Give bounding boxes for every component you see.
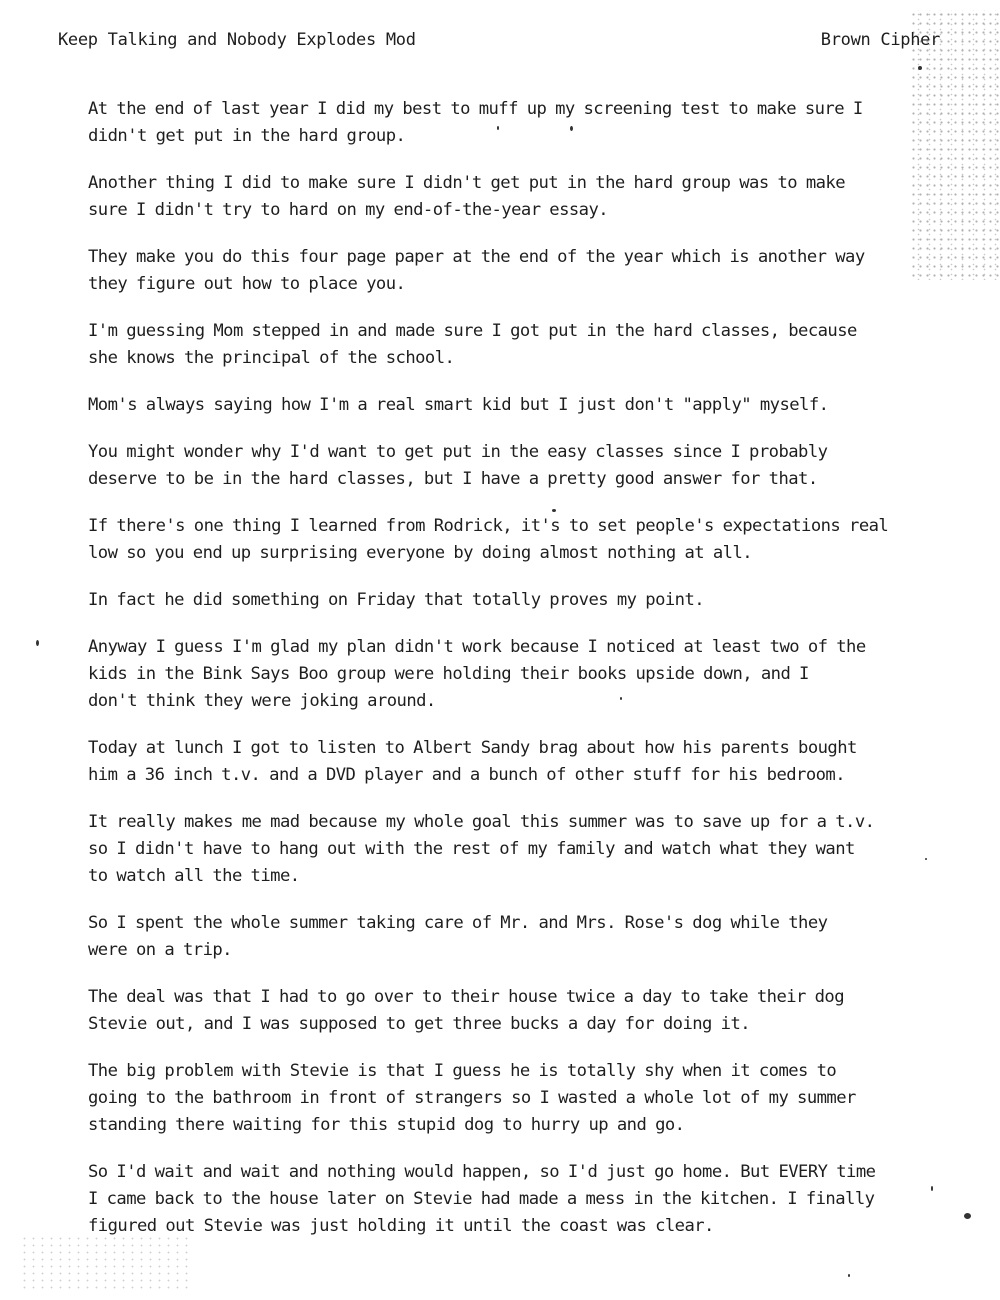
document-body (88, 96, 928, 1260)
paragraph: The deal was that I had to go over to their house twice a day to take their dog Stevie out, and I was supposed to get three bucks a day for doing it. (88, 987, 845, 1034)
paragraph: Today at lunch I got to listen to Albert Sandy brag about how his parents bought him a 36 inch t.v. and a DVD player and a bunch of other stuff for his bedroom. (88, 738, 857, 785)
ink-speck (931, 1186, 933, 1191)
paragraph: The big problem with Stevie is that I guess he is totally shy when it comes to going to the bathroom in front of strangers so I wasted a whole lot of my summer standing there waiting for this stupid dog to hurry up and go. (88, 1061, 856, 1135)
ink-speck (36, 640, 39, 646)
paragraph: So I'd wait and wait and nothing would happen, so I'd just go home. But EVERY time I came back to the house later on Stevie had made a mess in the kitchen. I finally figured out Stevie was just holding it until the coast was clear. (88, 1162, 876, 1236)
paragraph: So I spent the whole summer taking care of Mr. and Mrs. Rose's dog while they were on a trip. (88, 913, 828, 960)
paragraph: You might wonder why I'd want to get put in the easy classes since I probably deserve to be in the hard classes, but I have a pretty good answer for that. (88, 442, 828, 489)
paragraph: Anyway I guess I'm glad my plan didn't work because I noticed at least two of the kids in the Bink Says Boo group were holding their books upside down, and I don't think they were joking around. (88, 637, 866, 711)
header-cipher-name: Brown Cipher (820, 30, 940, 50)
paragraph: Another thing I did to make sure I didn't get put in the hard group was to make sure I didn't try to hard on my end-of-the-year essay. (88, 173, 846, 220)
paragraph: At the end of last year I did my best to muff up my screening test to make sure I didn't get put in the hard group. (88, 99, 863, 146)
ink-speck (918, 66, 922, 70)
header-title: Keep Talking and Nobody Explodes Mod (58, 30, 416, 50)
ink-speck (964, 1213, 971, 1219)
ink-speck (848, 1274, 850, 1277)
paragraph: I'm guessing Mom stepped in and made sure I got put in the hard classes, because she knows the principal of the school. (88, 321, 857, 368)
paragraph: It really makes me mad because my whole goal this summer was to save up for a t.v. so I didn't have to hang out with the rest of my family and watch what they want to watch all the time. (88, 812, 875, 886)
paragraph: Mom's always saying how I'm a real smart kid but I just don't "apply" myself. (88, 395, 829, 415)
paragraph: In fact he did something on Friday that totally proves my point. (88, 590, 705, 610)
paragraph: They make you do this four page paper at the end of the year which is another way they figure out how to place you. (88, 247, 865, 294)
paragraph: If there's one thing I learned from Rodrick, it's to set people's expectations real low so you end up surprising everyone by doing almost nothing at all. (88, 516, 889, 563)
